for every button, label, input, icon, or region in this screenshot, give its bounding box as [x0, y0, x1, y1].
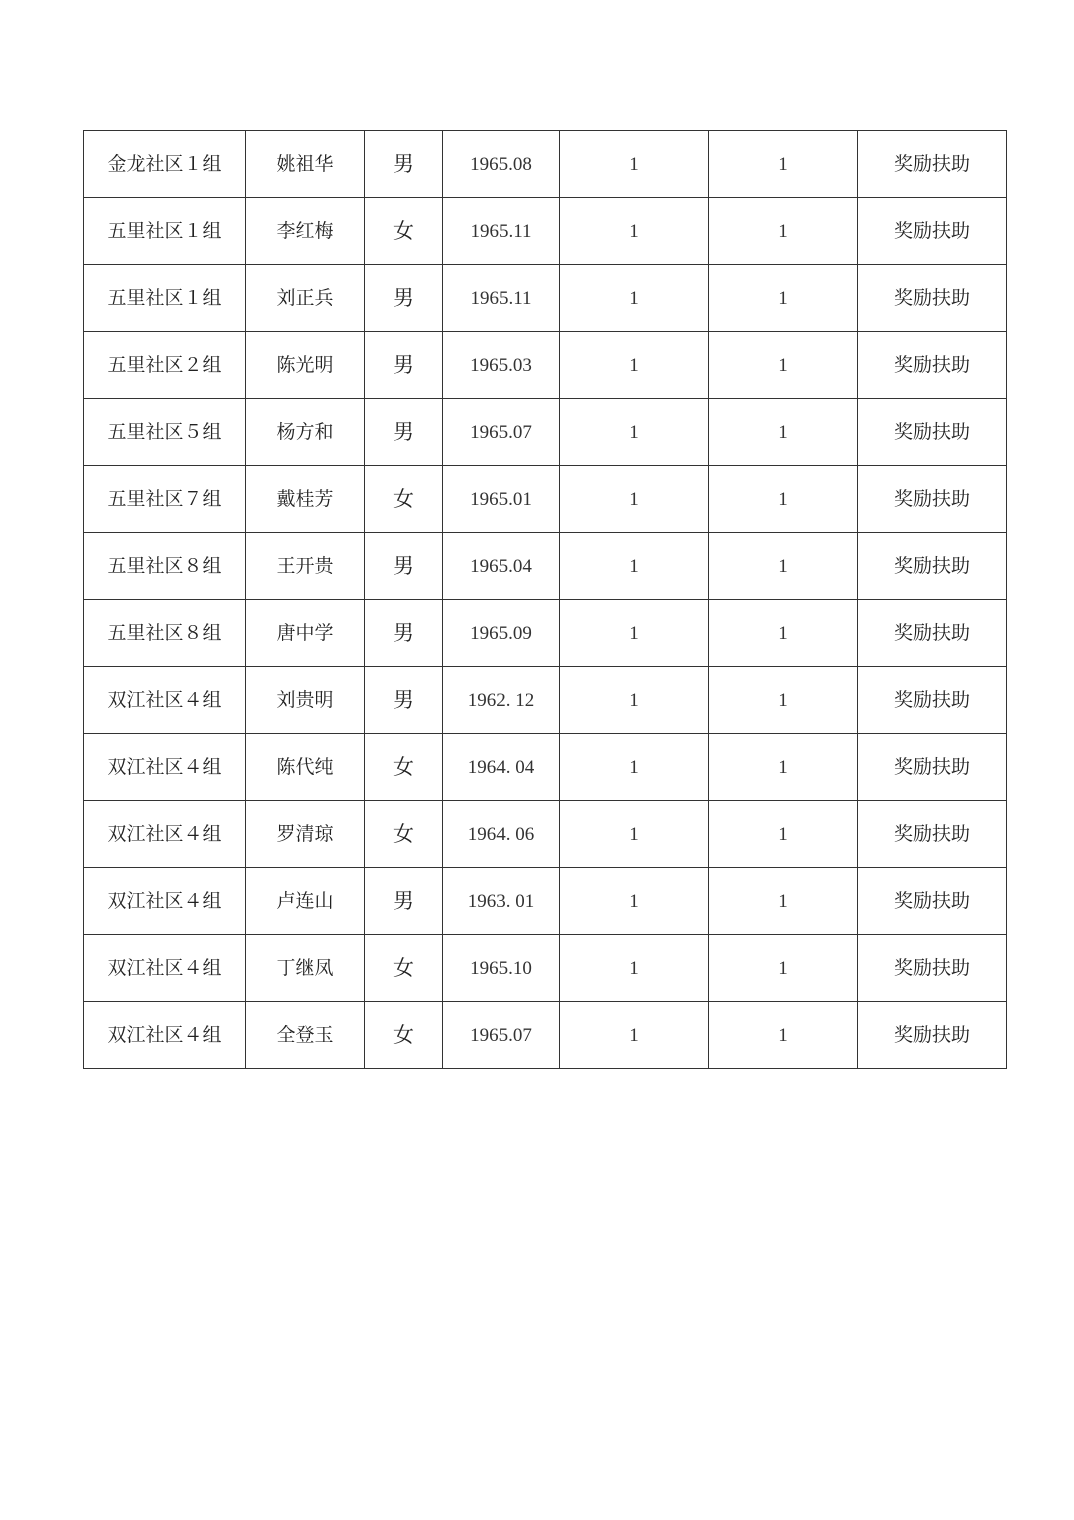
birth-date-cell: 1965.09: [443, 600, 560, 667]
table-row: [84, 399, 1007, 466]
gender-cell: 女: [365, 198, 443, 265]
count-cell-a: 1: [560, 533, 709, 600]
support-type-cell: 奖励扶助: [858, 667, 1007, 734]
birth-date-cell: 1965.04: [443, 533, 560, 600]
birth-date-cell: 1965.10: [443, 935, 560, 1002]
table-row: [84, 667, 1007, 734]
birth-date-cell: 1965.11: [443, 198, 560, 265]
count-cell-a: 1: [560, 600, 709, 667]
name-cell: 卢连山: [246, 868, 365, 935]
support-type-cell: 奖励扶助: [858, 600, 1007, 667]
gender-cell: 男: [365, 600, 443, 667]
count-cell-a: 1: [560, 332, 709, 399]
table-row: [84, 198, 1007, 265]
count-cell-b: 1: [709, 600, 858, 667]
name-cell: 戴桂芳: [246, 466, 365, 533]
count-cell-a: 1: [560, 868, 709, 935]
support-type-cell: 奖励扶助: [858, 1002, 1007, 1069]
count-cell-a: 1: [560, 265, 709, 332]
support-type-cell: 奖励扶助: [858, 265, 1007, 332]
gender-cell: 男: [365, 868, 443, 935]
name-cell: 陈光明: [246, 332, 365, 399]
count-cell-b: 1: [709, 868, 858, 935]
gender-cell: 女: [365, 466, 443, 533]
community-group-cell: 五里社区５组: [84, 399, 246, 466]
birth-date-cell: 1963. 01: [443, 868, 560, 935]
name-cell: 陈代纯: [246, 734, 365, 801]
birth-date-cell: 1965.08: [443, 131, 560, 198]
count-cell-a: 1: [560, 198, 709, 265]
name-cell: 姚祖华: [246, 131, 365, 198]
table-row: [84, 332, 1007, 399]
roster-table-body: [84, 131, 1007, 1069]
name-cell: 刘正兵: [246, 265, 365, 332]
gender-cell: 男: [365, 332, 443, 399]
community-group-cell: 双江社区４组: [84, 801, 246, 868]
support-type-cell: 奖励扶助: [858, 734, 1007, 801]
birth-date-cell: 1964. 06: [443, 801, 560, 868]
count-cell-b: 1: [709, 801, 858, 868]
gender-cell: 女: [365, 1002, 443, 1069]
name-cell: 罗清琼: [246, 801, 365, 868]
birth-date-cell: 1965.01: [443, 466, 560, 533]
support-type-cell: 奖励扶助: [858, 131, 1007, 198]
roster-table: [83, 130, 1007, 1069]
table-row: [84, 868, 1007, 935]
count-cell-b: 1: [709, 198, 858, 265]
birth-date-cell: 1962. 12: [443, 667, 560, 734]
support-type-cell: 奖励扶助: [858, 399, 1007, 466]
count-cell-b: 1: [709, 1002, 858, 1069]
gender-cell: 女: [365, 935, 443, 1002]
gender-cell: 女: [365, 734, 443, 801]
birth-date-cell: 1965.03: [443, 332, 560, 399]
count-cell-b: 1: [709, 935, 858, 1002]
table-row: [84, 734, 1007, 801]
table-row: [84, 533, 1007, 600]
count-cell-a: 1: [560, 801, 709, 868]
gender-cell: 男: [365, 265, 443, 332]
table-row: [84, 265, 1007, 332]
count-cell-b: 1: [709, 265, 858, 332]
name-cell: 刘贵明: [246, 667, 365, 734]
count-cell-a: 1: [560, 131, 709, 198]
support-type-cell: 奖励扶助: [858, 935, 1007, 1002]
community-group-cell: 五里社区８组: [84, 533, 246, 600]
count-cell-b: 1: [709, 734, 858, 801]
community-group-cell: 双江社区４组: [84, 868, 246, 935]
table-row: [84, 1002, 1007, 1069]
support-type-cell: 奖励扶助: [858, 332, 1007, 399]
community-group-cell: 五里社区２组: [84, 332, 246, 399]
count-cell-a: 1: [560, 466, 709, 533]
count-cell-a: 1: [560, 935, 709, 1002]
count-cell-a: 1: [560, 1002, 709, 1069]
community-group-cell: 五里社区１组: [84, 265, 246, 332]
community-group-cell: 五里社区１组: [84, 198, 246, 265]
count-cell-a: 1: [560, 399, 709, 466]
gender-cell: 男: [365, 399, 443, 466]
support-type-cell: 奖励扶助: [858, 801, 1007, 868]
community-group-cell: 五里社区７组: [84, 466, 246, 533]
count-cell-a: 1: [560, 667, 709, 734]
name-cell: 全登玉: [246, 1002, 365, 1069]
count-cell-a: 1: [560, 734, 709, 801]
name-cell: 王开贵: [246, 533, 365, 600]
support-type-cell: 奖励扶助: [858, 198, 1007, 265]
birth-date-cell: 1965.07: [443, 399, 560, 466]
support-type-cell: 奖励扶助: [858, 533, 1007, 600]
gender-cell: 男: [365, 667, 443, 734]
count-cell-b: 1: [709, 399, 858, 466]
name-cell: 唐中学: [246, 600, 365, 667]
table-row: [84, 600, 1007, 667]
count-cell-b: 1: [709, 667, 858, 734]
gender-cell: 男: [365, 533, 443, 600]
gender-cell: 男: [365, 131, 443, 198]
community-group-cell: 双江社区４组: [84, 1002, 246, 1069]
community-group-cell: 双江社区４组: [84, 935, 246, 1002]
name-cell: 杨方和: [246, 399, 365, 466]
table-row: [84, 466, 1007, 533]
count-cell-b: 1: [709, 466, 858, 533]
table-row: [84, 131, 1007, 198]
count-cell-b: 1: [709, 533, 858, 600]
birth-date-cell: 1964. 04: [443, 734, 560, 801]
count-cell-b: 1: [709, 332, 858, 399]
birth-date-cell: 1965.07: [443, 1002, 560, 1069]
name-cell: 丁继凤: [246, 935, 365, 1002]
birth-date-cell: 1965.11: [443, 265, 560, 332]
name-cell: 李红梅: [246, 198, 365, 265]
table-row: [84, 801, 1007, 868]
community-group-cell: 五里社区８组: [84, 600, 246, 667]
support-type-cell: 奖励扶助: [858, 466, 1007, 533]
support-type-cell: 奖励扶助: [858, 868, 1007, 935]
community-group-cell: 双江社区４组: [84, 734, 246, 801]
community-group-cell: 金龙社区１组: [84, 131, 246, 198]
gender-cell: 女: [365, 801, 443, 868]
table-row: [84, 935, 1007, 1002]
count-cell-b: 1: [709, 131, 858, 198]
community-group-cell: 双江社区４组: [84, 667, 246, 734]
